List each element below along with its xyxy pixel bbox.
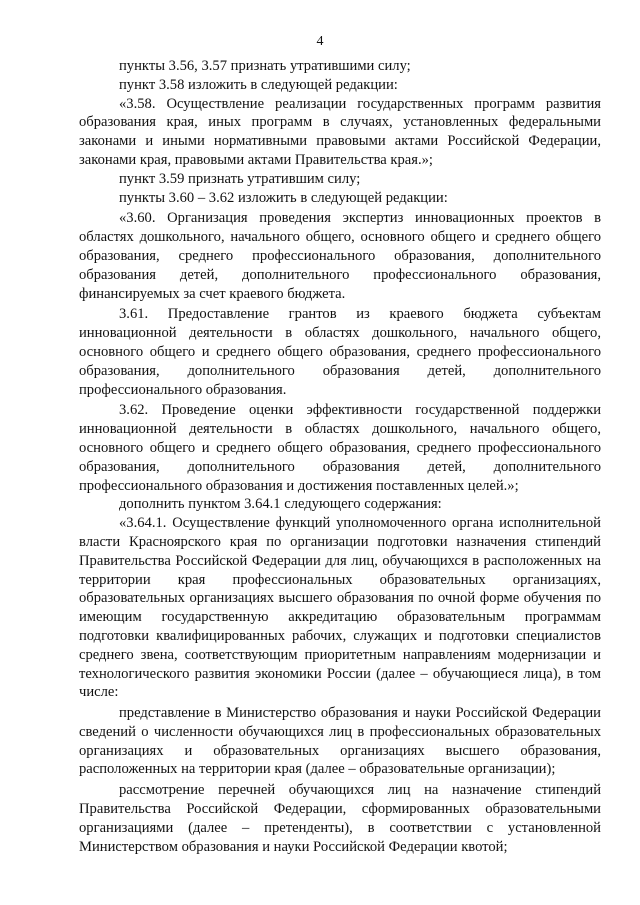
document-body <box>79 57 601 856</box>
paragraph-5: пункты 3.60 – 3.62 изложить в следующей редакции: <box>119 189 448 206</box>
paragraph-11: представление в Министерство образования и науки Российской Федерации сведений о численности обучающихся лиц в профессиональных образовательных организациях и образовательных организациях высшего образования, расположенных на территории края (далее – образовательные организации); <box>79 705 601 778</box>
paragraph-3: «3.58. Осуществление реализации государственных программ развития образования края, иных программ в случаях, установленных федеральными законами и иными нормативными правовыми актами Российской Федерации, законами края, правовыми актами Правительства края.»; <box>79 95 601 168</box>
paragraph-7: 3.61. Предоставление грантов из краевого бюджета субъектам инновационной деятельности в областях дошкольного, начального общего, основного общего и среднего общего образования, среднего профессионального образования, дополнительного образования детей, дополнительного профессионального образования. <box>79 306 601 398</box>
paragraph-12: рассмотрение перечней обучающихся лиц на назначение стипендий Правительства Российской Федерации, сформированных образовательными организациями (далее – претенденты), в соответствии с установленной Министерством образования и науки Российской Федерации квотой; <box>79 782 601 855</box>
paragraph-8: 3.62. Проведение оценки эффективности государственной поддержки инновационной деятельности в областях дошкольного, начального общего, основного общего и среднего общего образования, среднего профессионального образования, дополнительного образования детей, дополнительного профессионального образования и достижения поставленных целей.»; <box>79 402 601 494</box>
paragraph-1: пункты 3.56, 3.57 признать утратившими силу; <box>119 58 411 74</box>
page-number: 4 <box>316 34 324 49</box>
paragraph-4: пункт 3.59 признать утратившим силу; <box>119 170 361 187</box>
paragraph-9: дополнить пунктом 3.64.1 следующего содержания: <box>119 496 442 513</box>
paragraph-2: пункт 3.58 изложить в следующей редакции: <box>119 76 398 93</box>
paragraph-6: «3.60. Организация проведения экспертиз инновационных проектов в областях дошкольного, начального общего, основного общего и среднего общего образования, среднего профессионального образования, дополнительного образования детей, дополнительного профессионального образования, финансируемых за счет краевого бюджета. <box>79 210 601 302</box>
paragraph-10: «3.64.1. Осуществление функций уполномоченного органа исполнительной власти Красноярского края по организации подготовки назначения стипендий Правительства Российской Федерации для лиц, обучающихся в расположенных на территории края профессиональных образовательных организациях, образовательных организациях высшего образования по очной форме обучения по имеющим государственную аккредитацию образовательным программам подготовки квалифицированных рабочих, служащих и подготовки специалистов среднего звена, соответствующим приоритетным направлениям модернизации и технологического развития экономики России (далее – обучающиеся лица), в том числе: <box>79 515 601 701</box>
